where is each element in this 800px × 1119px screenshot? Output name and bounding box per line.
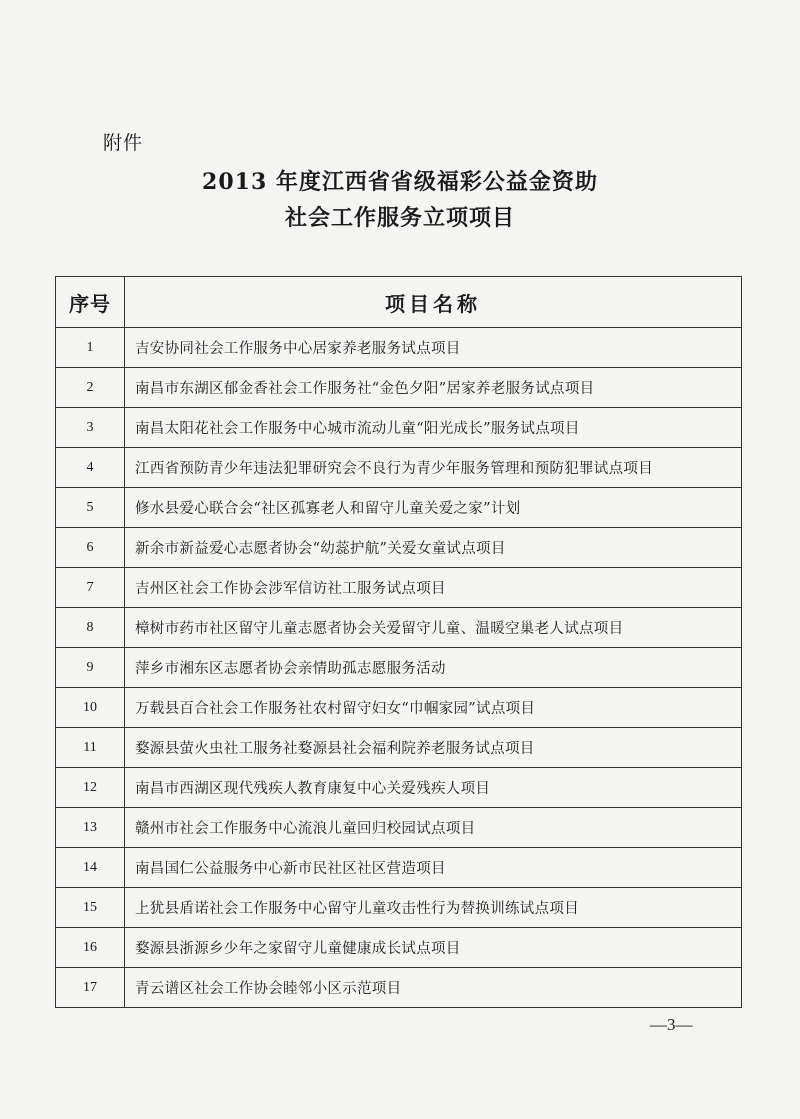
row-number: 4: [56, 448, 125, 488]
column-header-number: 序号: [56, 277, 125, 328]
row-number: 5: [56, 488, 125, 528]
row-number: 10: [56, 688, 125, 728]
project-name: 南昌市西湖区现代残疾人教育康复中心关爱残疾人项目: [125, 768, 742, 808]
document-title-line-1: 2013 年度江西省省级福彩公益金资助: [202, 169, 598, 195]
row-number: 3: [56, 408, 125, 448]
table-row: [56, 928, 742, 968]
table-row: [56, 448, 742, 488]
row-number: 11: [56, 728, 125, 768]
row-number: 15: [56, 888, 125, 928]
column-header-project-name: 项目名称: [125, 277, 742, 328]
project-table: [55, 276, 742, 1008]
project-name: 吉州区社会工作协会涉军信访社工服务试点项目: [125, 568, 742, 608]
table-row: [56, 608, 742, 648]
table-row: [56, 408, 742, 448]
page-number: —3—: [650, 1015, 693, 1034]
row-number: 14: [56, 848, 125, 888]
row-number: 16: [56, 928, 125, 968]
project-name: 青云谱区社会工作协会睦邻小区示范项目: [125, 968, 742, 1008]
table-row: [56, 888, 742, 928]
project-name: 南昌太阳花社会工作服务中心城市流动儿童“阳光成长”服务试点项目: [125, 408, 742, 448]
table-row: [56, 968, 742, 1008]
attachment-label: 附件: [103, 132, 144, 154]
row-number: 17: [56, 968, 125, 1008]
row-number: 13: [56, 808, 125, 848]
table-header-row: [56, 277, 742, 328]
project-name: 婺源县浙源乡少年之家留守儿童健康成长试点项目: [125, 928, 742, 968]
table-row: [56, 848, 742, 888]
project-name: 萍乡市湘东区志愿者协会亲情助孤志愿服务活动: [125, 648, 742, 688]
row-number: 6: [56, 528, 125, 568]
row-number: 12: [56, 768, 125, 808]
table-row: [56, 568, 742, 608]
document-title-line-2: 社会工作服务立项项目: [284, 205, 515, 231]
project-name: 南昌国仁公益服务中心新市民社区社区营造项目: [125, 848, 742, 888]
table-row: [56, 528, 742, 568]
project-name: 修水县爱心联合会“社区孤寡老人和留守儿童关爱之家”计划: [125, 488, 742, 528]
row-number: 2: [56, 368, 125, 408]
project-name: 樟树市药市社区留守儿童志愿者协会关爱留守儿童、温暖空巢老人试点项目: [125, 608, 742, 648]
row-number: 8: [56, 608, 125, 648]
project-name: 赣州市社会工作服务中心流浪儿童回归校园试点项目: [125, 808, 742, 848]
project-name: 南昌市东湖区郁金香社会工作服务社“金色夕阳”居家养老服务试点项目: [125, 368, 742, 408]
row-number: 7: [56, 568, 125, 608]
row-number: 9: [56, 648, 125, 688]
project-name: 上犹县盾诺社会工作服务中心留守儿童攻击性行为替换训练试点项目: [125, 888, 742, 928]
row-number: 1: [56, 328, 125, 368]
table-row: [56, 648, 742, 688]
project-name: 新余市新益爱心志愿者协会“幼蕊护航”关爱女童试点项目: [125, 528, 742, 568]
table-row: [56, 488, 742, 528]
table-row: [56, 768, 742, 808]
table-row: [56, 728, 742, 768]
table-row: [56, 368, 742, 408]
project-name: 江西省预防青少年违法犯罪研究会不良行为青少年服务管理和预防犯罪试点项目: [125, 448, 742, 488]
table-row: [56, 688, 742, 728]
project-name: 万载县百合社会工作服务社农村留守妇女“巾帼家园”试点项目: [125, 688, 742, 728]
project-name: 吉安协同社会工作服务中心居家养老服务试点项目: [125, 328, 742, 368]
project-name: 婺源县萤火虫社工服务社婺源县社会福利院养老服务试点项目: [125, 728, 742, 768]
table-row: [56, 328, 742, 368]
table-row: [56, 808, 742, 848]
